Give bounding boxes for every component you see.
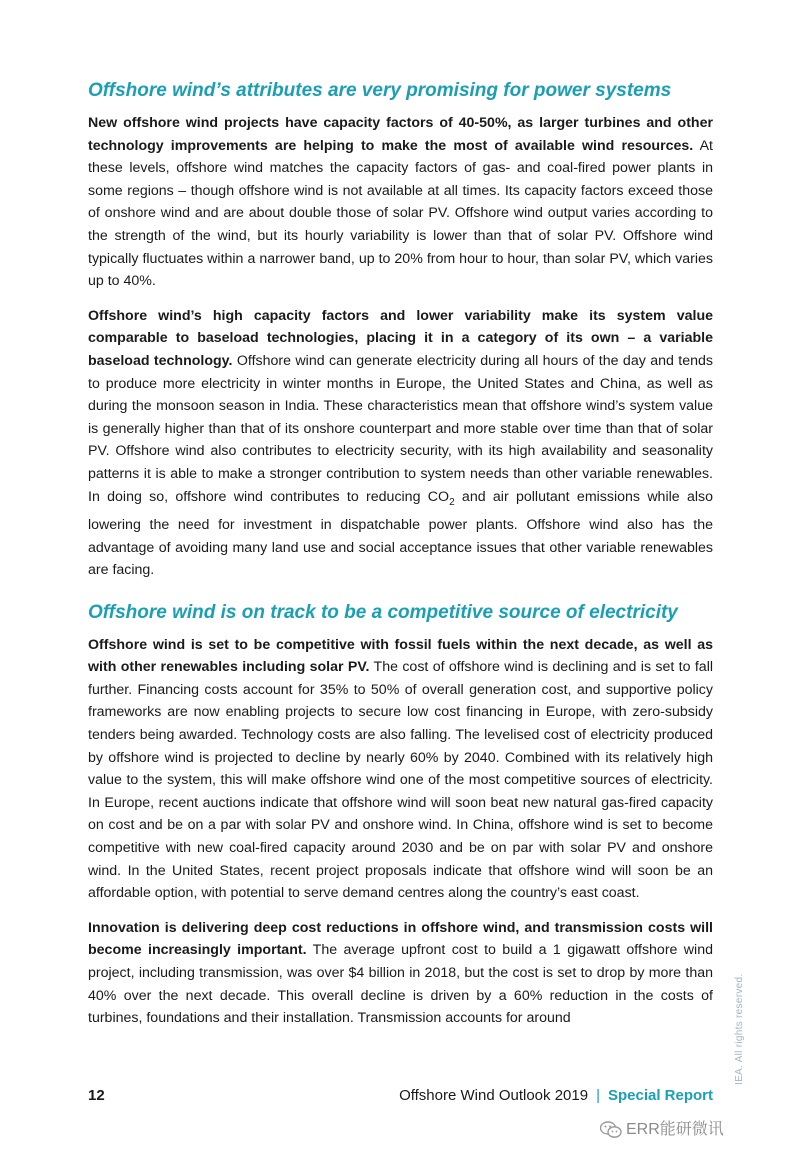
- paragraph-lead: New offshore wind projects have capacity factors of 40-50%, as larger turbines and other technology improvements are helping to make the most of available wind resources.: [88, 115, 713, 154]
- wechat-icon: [600, 1121, 622, 1139]
- footer-title: [399, 1085, 713, 1107]
- paragraph-text: At these levels, offshore wind matches the capacity factors of gas- and coal-fired power plants in some regions – though offshore wind is not available at all times. Its capacity factors exceed those of onshore wind and are about double those of solar PV. Offshore wind output varies according to the strength of the wind, but its hourly variability is lower than that of solar PV. Offshore wind typically fluctuates within a narrower band, up to 20% from hour to hour, than solar PV, which varies up to 40%.: [88, 137, 713, 290]
- co2-subscript: 2: [449, 496, 455, 508]
- footer-separator: |: [596, 1087, 600, 1104]
- paragraph-system-value: [88, 305, 713, 582]
- watermark: [600, 1118, 724, 1142]
- copyright-notice: IEA. All rights reserved.: [734, 973, 745, 1085]
- paragraph-text: and air pollutant emissions while also lowering the need for investment in dispatchable power plants. Offshore wind also has the advantage of avoiding many land use and social acceptance issues that other variable renewables are facing.: [88, 488, 713, 579]
- paragraph-capacity-factors: [88, 112, 713, 293]
- section-heading-attributes: Offshore wind’s attributes are very promising for power systems: [88, 80, 672, 101]
- paragraph-lead: Innovation is delivering deep cost reductions in offshore wind, and transmission costs will become increasingly important.: [88, 919, 713, 959]
- paragraph-text: Offshore wind can generate electricity during all hours of the day and tends to produce more electricity in winter months in Europe, the United States and China, as well as during the monsoon season in India. These characteristics mean that offshore wind’s system value is generally higher than that of its onshore counterpart and more stable over time than that of solar PV. Offshore wind also contributes to electricity security, with its high availability and seasonality patterns it is able to make a stronger contribution to system needs than other variable renewables. In doing so, offshore wind contributes to reducing CO: [88, 352, 713, 505]
- page-body: [88, 78, 713, 1042]
- report-series: Special Report: [607, 1087, 713, 1104]
- paragraph-text: The cost of offshore wind is declining and is set to fall further. Financing costs account for 35% to 50% of overall generation cost, and supportive policy frameworks are now enabling projects to secure low cost financing in Europe, with zero-subsidy tenders being awarded. Technology costs are also falling. The levelised cost of electricity produced by offshore wind is projected to decline by nearly 60% by 2040. Combined with its relatively high value to the system, this will make offshore wind one of the most competitive sources of electricity. In Europe, recent auctions indicate that offshore wind will soon beat new natural gas-fired capacity on cost and be on a par with solar PV and onshore wind. In China, offshore wind is set to become competitive with new coal-fired capacity around 2030 and be on par with solar PV and onshore wind. In the United States, recent project proposals indicate that offshore wind will soon be an affordable option, with potential to serve demand centres along the country’s east coast.: [88, 659, 713, 902]
- section-heading-competitive: Offshore wind is on track to be a competitive source of electricity: [88, 601, 678, 623]
- paragraph-lead: Offshore wind is set to be competitive with fossil fuels within the next decade, as well as with other renewables including solar PV.: [88, 636, 713, 676]
- page-number: 12: [88, 1087, 105, 1104]
- paragraph-innovation: [88, 917, 713, 1030]
- watermark-text: ERR能研微讯: [626, 1121, 724, 1138]
- paragraph-text: The average upfront cost to build a 1 gigawatt offshore wind project, including transmission, was over $4 billion in 2018, but the cost is set to drop by more than 40% over the next decade. This overall decline is driven by a 60% reduction in the costs of turbines, foundations and their installation. Transmission accounts for around: [88, 942, 713, 1027]
- paragraph-lead: Offshore wind’s high capacity factors and lower variability make its system value comparable to baseload technologies, placing it in a category of its own – a variable baseload technology.: [88, 307, 713, 369]
- document-title: Offshore Wind Outlook 2019: [399, 1087, 589, 1104]
- page-footer: [88, 1085, 713, 1107]
- paragraph-competitiveness: [88, 634, 713, 905]
